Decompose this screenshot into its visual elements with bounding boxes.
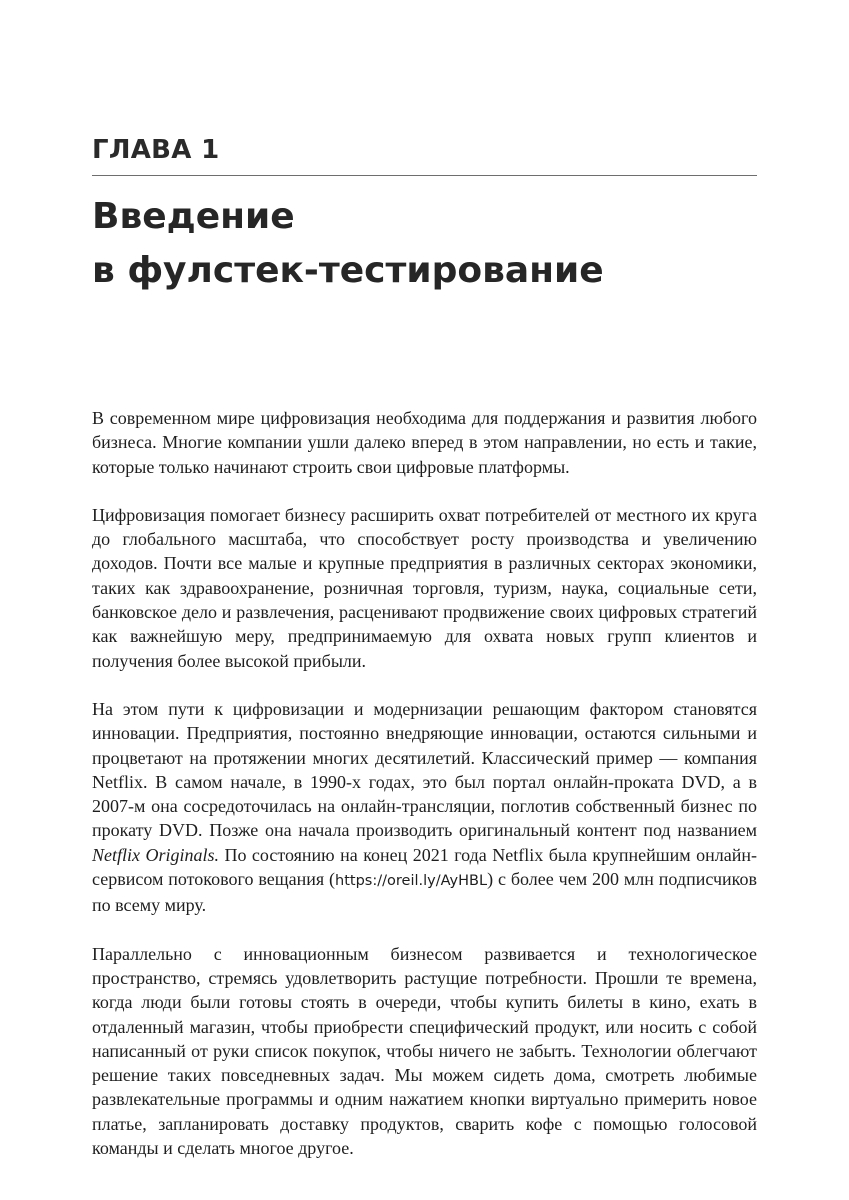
paragraph-1: В современном мире цифровизация необходима для поддержания и развития любого бизнеса. Многие компании ушли далеко вперед в этом направлении, но есть и такие, которые только начинают строить свои цифровые платформы. — [92, 408, 757, 477]
chapter-title — [92, 190, 757, 298]
paragraph-3-text-a: На этом пути к цифровизации и модернизации решающим фактором становятся инновации. Предприятия, постоянно внедряющие инновации, остаются сильными и процветают на протяжении многих десятилетий. Классический пример — компания Netflix. В самом начале, в 1990-х годах, это был портал онлайн-проката DVD, а в 2007-м она сосредоточилась на онлайн-трансляции, поглотив собственный бизнес по прокату DVD. Позже она начала производить оригинальный контент под названием — [92, 698, 757, 841]
paragraph-3-text-c: ) с более чем 200 млн подписчиков по всему миру. — [92, 869, 757, 916]
chapter-label: ГЛАВА 1 — [92, 135, 220, 165]
netflix-link[interactable]: https://oreil.ly/AyHBL — [335, 873, 488, 890]
paragraph-3-text-b: По состоянию на конец 2021 года Netflix была крупнейшим онлайн-сервисом потокового вещания ( — [92, 844, 758, 890]
chapter-divider — [92, 175, 757, 176]
chapter-title-line-2: в фулстек-тестирование — [92, 250, 604, 291]
chapter-body — [92, 406, 757, 1160]
netflix-originals-title: Netflix Originals. — [92, 844, 219, 865]
paragraph-3 — [92, 697, 757, 918]
paragraph-4: Параллельно с инновационным бизнесом развивается и технологическое пространство, стремясь удовлетворить растущие потребности. Прошли те времена, когда люди были готовы стоять в очереди, чтобы купить билеты в кино, ехать в отдаленный магазин, чтобы приобрести специфический продукт, или носить с собой написанный от руки список покупок, чтобы ничего не забыть. Технологии облегчают решение таких повседневных задач. Мы можем сидеть дома, смотреть любимые развлекательные программы и одним нажатием кнопки виртуально примерить новое платье, запланировать доставку продуктов, сварить кофе с помощью голосовой команды и сделать многое другое. — [92, 943, 757, 1159]
chapter-title-line-1: Введение — [92, 196, 295, 237]
paragraph-2: Цифровизация помогает бизнесу расширить охват потребителей от местного их круга до глобального масштаба, что способствует росту производства и увеличению доходов. Почти все малые и крупные предприятия в различных секторах экономики, таких как здравоохранение, розничная торговля, туризм, наука, социальные сети, банковское дело и развлечения, расценивают продвижение своих цифровых стратегий как важнейшую меру, предпринимаемую для охвата новых групп клиентов и получения более высокой прибыли. — [92, 504, 757, 671]
